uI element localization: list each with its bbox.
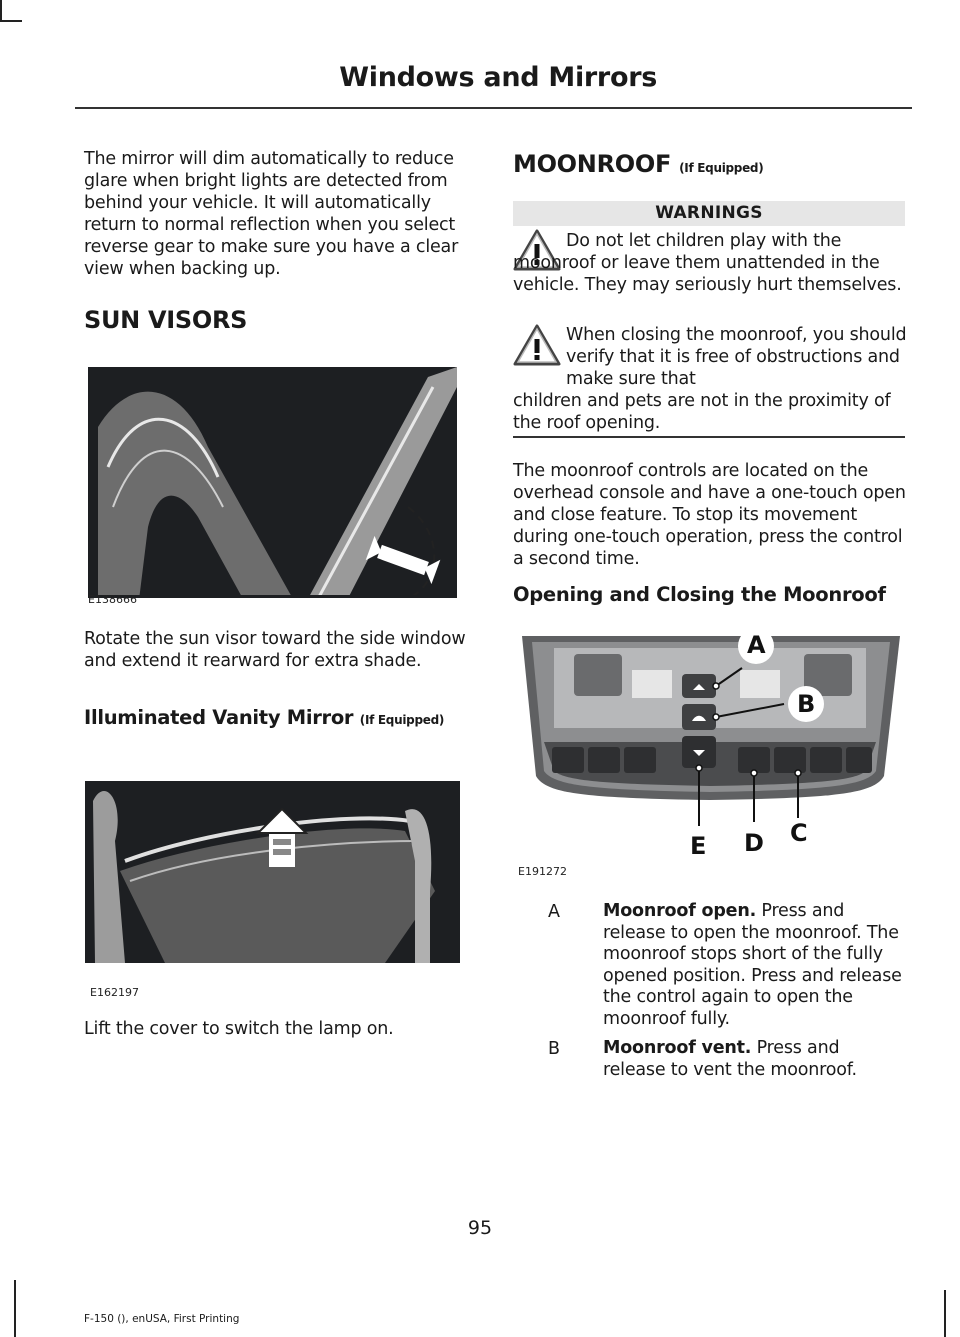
- legend-item-a-title: Moonroof open.: [603, 901, 757, 921]
- moonroof-heading-text: MOONROOF: [513, 150, 672, 178]
- legend-item-a: [603, 901, 905, 1030]
- vanity-mirror-heading-note: (If Equipped): [359, 713, 445, 727]
- callout-e: E: [690, 832, 707, 858]
- header-rule: [75, 107, 912, 109]
- crop-mark-top-left: [0, 0, 2, 22]
- warning-obstruction-text-tail: children and pets are not in the proximity of the roof opening.: [513, 391, 891, 433]
- sun-visors-heading: SUN VISORS: [84, 306, 248, 334]
- legend-item-b-title: Moonroof vent.: [603, 1038, 752, 1058]
- vanity-mirror-heading-text: Illuminated Vanity Mirror: [84, 706, 354, 729]
- warning-obstruction-text: When closing the moonroof, you should verify that it is free of obstructions and make sure that: [566, 325, 907, 389]
- crop-mark-bottom-left: [14, 1280, 16, 1337]
- page-number: 95: [467, 1217, 493, 1239]
- callout-a: A: [747, 631, 766, 659]
- legend-item-b: [603, 1038, 905, 1081]
- warnings-banner: WARNINGS: [513, 201, 905, 226]
- vanity-mirror-figure: [85, 781, 460, 963]
- open-close-heading: Opening and Closing the Moonroof: [513, 583, 886, 606]
- moonroof-heading: [513, 150, 908, 178]
- vanity-mirror-illustration: [85, 781, 460, 963]
- moonroof-console-figure: [514, 626, 906, 858]
- callout-d: D: [744, 829, 764, 857]
- crop-mark-bottom-right: [944, 1290, 946, 1337]
- sun-visor-paragraph: Rotate the sun visor toward the side window and extend it rearward for extra shade.: [84, 629, 466, 671]
- callout-c: C: [790, 819, 808, 847]
- vanity-mirror-figure-code: E162197: [90, 986, 139, 999]
- callout-b: B: [797, 690, 816, 718]
- moonroof-figure-code: E191272: [518, 865, 567, 878]
- moonroof-controls-paragraph: The moonroof controls are located on the overhead console and have a one-touch open and close feature. To stop its movement during one-touch operation, press the control a second time.: [513, 461, 906, 569]
- page-header-title: Windows and Mirrors: [339, 62, 657, 93]
- legend-letter-a: A: [548, 902, 560, 922]
- sun-visor-figure: [88, 367, 457, 608]
- sun-visor-figure-code: E138666: [88, 593, 137, 606]
- overhead-console-illustration: [514, 626, 906, 858]
- warning-children-text: Do not let children play with the moonroof or leave them unattended in the vehicle. They may seriously hurt themselves.: [513, 231, 902, 295]
- crop-mark-top-left-h: [0, 20, 22, 22]
- vanity-mirror-paragraph: Lift the cover to switch the lamp on.: [84, 1019, 394, 1039]
- mirror-dim-paragraph: The mirror will dim automatically to reduce glare when bright lights are detected from behind your vehicle. It will automatically return to normal reflection when you select reverse gear to make sure you have a clear view when backing up.: [84, 149, 459, 279]
- legend-item-a-text: Press and release to open the moonroof. The moonroof stops short of the fully opened position. Press and release the control again to open the moonroof fully.: [603, 901, 902, 1029]
- moonroof-heading-note: (If Equipped): [679, 161, 764, 175]
- legend-letter-b: B: [548, 1039, 561, 1059]
- sun-visor-illustration: [88, 367, 457, 608]
- warnings-rule: [513, 436, 905, 438]
- legend-item-b-text: Press and release to vent the moonroof.: [603, 1038, 857, 1080]
- vanity-mirror-heading: [84, 706, 476, 729]
- edition-footer: F-150 (), enUSA, First Printing: [84, 1313, 240, 1325]
